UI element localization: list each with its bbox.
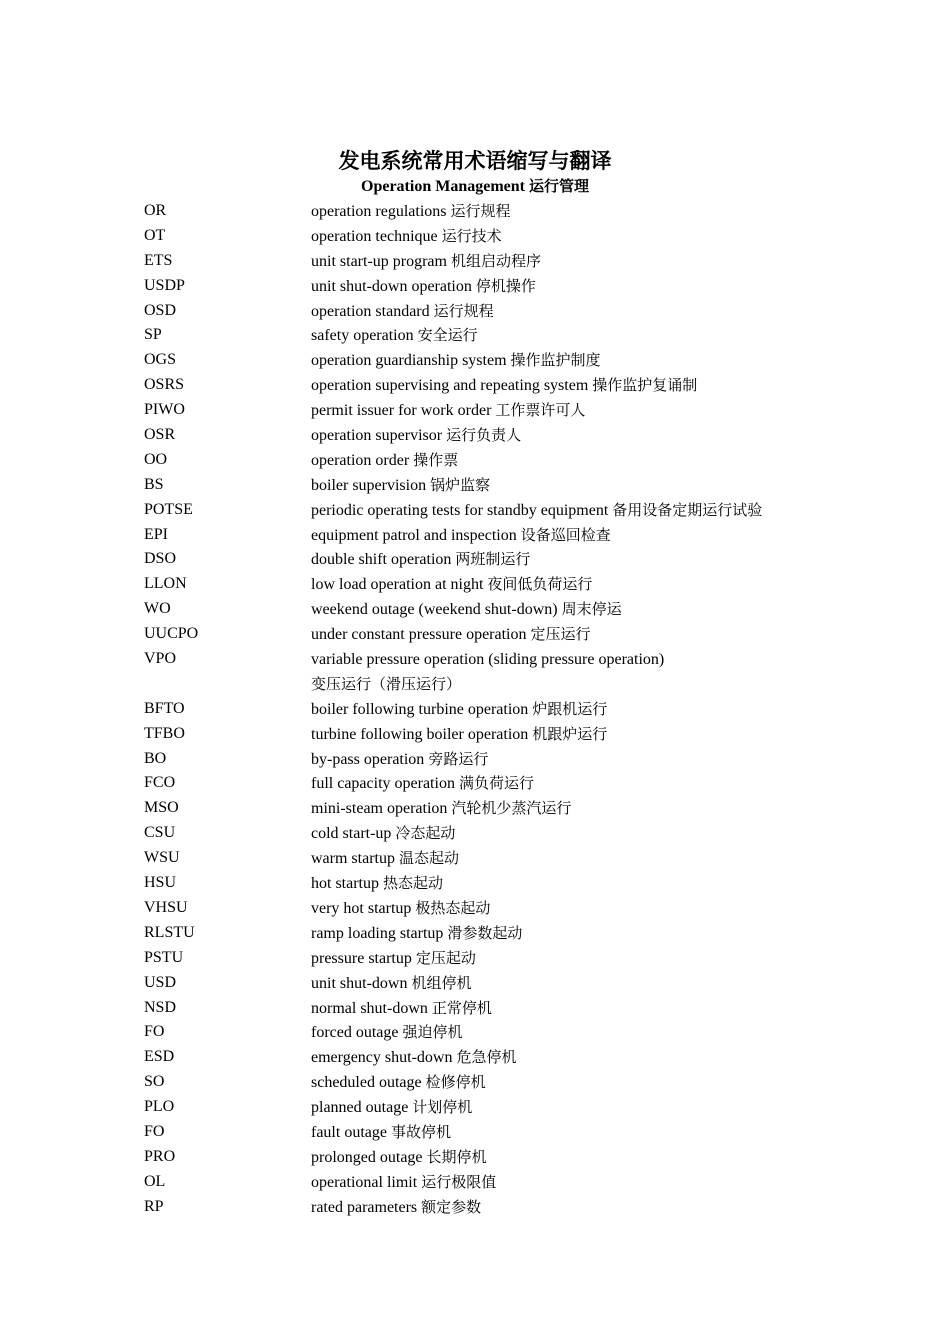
term-abbreviation: PRO <box>144 1147 176 1165</box>
term-english: forced outage <box>311 1024 399 1042</box>
term-english: operation order <box>311 451 410 469</box>
term-chinese: 检修停机 <box>425 1073 486 1092</box>
term-english: planned outage <box>311 1099 409 1117</box>
term-english: very hot startup <box>311 899 412 917</box>
term-english: pressure startup <box>311 949 412 967</box>
term-chinese: 强迫停机 <box>402 1023 463 1042</box>
term-chinese: 运行负责人 <box>446 426 522 445</box>
term-english: permit issuer for work order <box>311 402 492 420</box>
section-heading-en: Operation Management <box>361 178 525 195</box>
term-definition <box>311 697 844 722</box>
term-abbreviation: PLO <box>144 1098 175 1116</box>
term-abbreviation: FCO <box>144 774 176 792</box>
term-definition <box>311 647 844 672</box>
term-row <box>144 473 844 498</box>
term-abbreviation: TFBO <box>144 724 185 742</box>
term-definition <box>311 1070 844 1095</box>
term-chinese: 运行规程 <box>450 202 511 220</box>
term-english: hot startup <box>311 875 379 893</box>
term-english: weekend outage (weekend shut-down) <box>311 601 558 619</box>
term-abbreviation: OO <box>144 450 168 468</box>
document-title: 发电系统常用术语缩写与翻译 <box>338 149 612 173</box>
term-definition <box>311 323 844 348</box>
term-english: under constant pressure operation <box>311 626 527 644</box>
term-chinese: 运行技术 <box>441 226 502 245</box>
term-definition <box>311 398 844 423</box>
term-row <box>144 771 844 796</box>
term-chinese: 旁路运行 <box>428 749 489 768</box>
term-english: ramp loading startup <box>311 924 444 942</box>
term-row <box>144 274 844 299</box>
term-abbreviation: OT <box>144 226 166 244</box>
term-row <box>144 1170 844 1195</box>
term-row <box>144 323 844 348</box>
term-chinese: 机跟炉运行 <box>532 724 608 743</box>
term-abbreviation: HSU <box>144 874 177 892</box>
term-chinese: 操作监护制度 <box>510 351 601 370</box>
term-abbreviation: OSR <box>144 426 176 444</box>
term-definition <box>311 622 844 647</box>
term-chinese: 额定参数 <box>421 1197 482 1216</box>
term-english: warm startup <box>311 850 395 868</box>
term-abbreviation: POTSE <box>144 500 193 518</box>
term-abbreviation: OL <box>144 1172 166 1190</box>
term-definition <box>311 1170 844 1195</box>
term-abbreviation: PIWO <box>144 401 185 419</box>
term-definition <box>311 597 844 622</box>
term-chinese: 变压运行（滑压运行） <box>311 674 462 693</box>
term-english: prolonged outage <box>311 1148 423 1166</box>
term-definition <box>311 423 844 448</box>
term-abbreviation: VPO <box>144 650 177 668</box>
term-definition <box>311 572 844 597</box>
term-english: safety operation <box>311 327 414 345</box>
term-row <box>144 796 844 821</box>
term-chinese: 满负荷运行 <box>458 774 534 793</box>
term-chinese: 运行极限值 <box>421 1172 497 1191</box>
term-row <box>144 996 844 1021</box>
term-definition <box>311 747 844 772</box>
term-row <box>144 672 844 697</box>
term-definition <box>311 1095 844 1120</box>
term-definition <box>311 946 844 971</box>
term-chinese: 机组停机 <box>411 973 472 992</box>
term-row <box>144 423 844 448</box>
term-row <box>144 921 844 946</box>
term-abbreviation: BFTO <box>144 699 185 717</box>
term-english: turbine following boiler operation <box>311 725 529 743</box>
term-abbreviation: OGS <box>144 351 177 369</box>
term-chinese: 炉跟机运行 <box>532 699 608 718</box>
term-abbreviation: USDP <box>144 276 185 294</box>
term-definition <box>311 249 844 274</box>
term-english: operation supervising and repeating system <box>311 377 589 395</box>
term-row <box>144 1020 844 1045</box>
term-english: cold start-up <box>311 825 392 843</box>
term-row <box>144 547 844 572</box>
term-english: unit shut-down operation <box>311 277 472 295</box>
term-row <box>144 398 844 423</box>
term-english: operation regulations <box>311 203 447 220</box>
term-definition <box>311 722 844 747</box>
term-row <box>144 299 844 324</box>
term-chinese: 定压起动 <box>415 948 476 967</box>
term-english: fault outage <box>311 1123 387 1141</box>
term-english: operation guardianship system <box>311 352 507 370</box>
term-english: operational limit <box>311 1173 418 1191</box>
term-row <box>144 224 844 249</box>
term-row <box>144 1195 844 1220</box>
term-definition <box>311 199 844 224</box>
term-row <box>144 572 844 597</box>
term-definition <box>311 821 844 846</box>
term-chinese: 操作票 <box>413 450 459 469</box>
term-chinese: 设备巡回检查 <box>520 525 611 544</box>
term-row <box>144 1145 844 1170</box>
term-definition <box>311 1195 844 1220</box>
section-heading <box>0 175 950 198</box>
term-abbreviation: RLSTU <box>144 923 195 941</box>
term-list <box>144 199 844 1220</box>
term-english: operation technique <box>311 227 438 245</box>
term-row <box>144 199 844 224</box>
term-abbreviation: SP <box>144 326 162 344</box>
term-english: boiler following turbine operation <box>311 700 529 718</box>
section-heading-cn: 运行管理 <box>528 177 589 195</box>
term-english: operation standard <box>311 302 430 320</box>
term-row <box>144 1070 844 1095</box>
term-chinese: 工作票许可人 <box>495 401 586 420</box>
term-chinese: 机组启动程序 <box>450 251 541 270</box>
term-abbreviation: VHSU <box>144 898 188 916</box>
term-abbreviation: BO <box>144 749 167 767</box>
term-chinese: 温态起动 <box>398 849 459 868</box>
term-abbreviation: OSD <box>144 301 177 319</box>
term-abbreviation: LLON <box>144 575 187 593</box>
term-row <box>144 722 844 747</box>
term-definition <box>311 1120 844 1145</box>
term-row <box>144 448 844 473</box>
term-english: normal shut-down <box>311 999 428 1017</box>
term-definition <box>311 473 844 498</box>
term-row <box>144 747 844 772</box>
term-english: boiler supervision <box>311 476 427 494</box>
term-chinese: 冷态起动 <box>395 824 456 843</box>
term-abbreviation: MSO <box>144 799 179 817</box>
term-english: rated parameters <box>311 1198 418 1216</box>
term-abbreviation: UUCPO <box>144 625 199 643</box>
term-abbreviation: DSO <box>144 550 177 568</box>
term-chinese: 操作监护复诵制 <box>592 376 698 395</box>
term-chinese: 备用设备定期运行试验 <box>612 500 763 519</box>
term-abbreviation: OR <box>144 202 167 219</box>
term-abbreviation: ETS <box>144 251 173 269</box>
term-abbreviation <box>144 672 311 697</box>
term-chinese: 停机操作 <box>475 276 536 295</box>
term-english: emergency shut-down <box>311 1049 453 1067</box>
term-english: periodic operating tests for standby equipment <box>311 501 609 519</box>
term-row <box>144 249 844 274</box>
term-chinese: 正常停机 <box>431 998 492 1017</box>
term-english: operation supervisor <box>311 427 443 445</box>
term-row <box>144 523 844 548</box>
term-row <box>144 821 844 846</box>
term-abbreviation: WO <box>144 600 171 618</box>
term-definition <box>311 498 844 523</box>
term-definition <box>311 1020 844 1045</box>
term-abbreviation: USD <box>144 973 177 991</box>
term-english: mini-steam operation <box>311 800 448 818</box>
term-row <box>144 1120 844 1145</box>
term-english: variable pressure operation (sliding pressure operation) <box>311 651 665 669</box>
term-english: unit shut-down <box>311 974 408 992</box>
term-row <box>144 871 844 896</box>
term-chinese: 计划停机 <box>412 1098 473 1117</box>
term-abbreviation: OSRS <box>144 376 185 394</box>
term-abbreviation: FO <box>144 1023 165 1041</box>
term-row <box>144 697 844 722</box>
term-definition <box>311 996 844 1021</box>
term-chinese: 两班制运行 <box>455 550 531 569</box>
term-chinese: 周末停运 <box>561 600 622 619</box>
term-abbreviation: ESD <box>144 1048 175 1066</box>
term-english: equipment patrol and inspection <box>311 526 517 544</box>
term-row <box>144 348 844 373</box>
term-chinese: 热态起动 <box>383 874 444 893</box>
term-definition <box>311 274 844 299</box>
term-english: full capacity operation <box>311 775 455 793</box>
term-chinese: 长期停机 <box>426 1147 487 1166</box>
term-definition <box>311 348 844 373</box>
term-chinese: 极热态起动 <box>415 898 491 917</box>
term-chinese: 安全运行 <box>417 326 478 345</box>
term-definition <box>311 523 844 548</box>
term-row <box>144 946 844 971</box>
term-abbreviation: EPI <box>144 525 168 543</box>
term-abbreviation: PSTU <box>144 948 184 966</box>
term-definition <box>311 971 844 996</box>
term-abbreviation: SO <box>144 1073 165 1091</box>
term-row <box>144 597 844 622</box>
term-english: low load operation at night <box>311 576 484 594</box>
term-definition <box>311 771 844 796</box>
term-row <box>144 1095 844 1120</box>
term-english: scheduled outage <box>311 1074 422 1092</box>
term-definition <box>311 547 844 572</box>
term-chinese: 夜间低负荷运行 <box>487 575 593 594</box>
term-row <box>144 373 844 398</box>
term-definition <box>311 448 844 473</box>
term-row <box>144 1045 844 1070</box>
term-english: unit start-up program <box>311 252 447 270</box>
term-abbreviation: RP <box>144 1197 164 1215</box>
term-row <box>144 622 844 647</box>
term-definition <box>311 672 844 697</box>
term-definition <box>311 224 844 249</box>
term-row <box>144 846 844 871</box>
term-chinese: 滑参数起动 <box>447 923 523 942</box>
term-row <box>144 971 844 996</box>
term-definition <box>311 373 844 398</box>
term-abbreviation: WSU <box>144 849 180 867</box>
term-abbreviation: BS <box>144 475 164 493</box>
term-definition <box>311 896 844 921</box>
term-chinese: 危急停机 <box>456 1048 517 1067</box>
term-abbreviation: NSD <box>144 998 177 1016</box>
term-definition <box>311 1145 844 1170</box>
term-chinese: 事故停机 <box>390 1122 451 1141</box>
term-definition <box>311 871 844 896</box>
term-chinese: 定压运行 <box>530 625 591 644</box>
term-row <box>144 498 844 523</box>
term-definition <box>311 1045 844 1070</box>
term-row <box>144 896 844 921</box>
term-definition <box>311 921 844 946</box>
term-chinese: 运行规程 <box>433 301 494 320</box>
term-definition <box>311 796 844 821</box>
term-abbreviation: FO <box>144 1122 165 1140</box>
term-definition <box>311 846 844 871</box>
term-definition <box>311 299 844 324</box>
term-chinese: 锅炉监察 <box>430 475 491 494</box>
term-abbreviation: CSU <box>144 824 176 842</box>
term-english: double shift operation <box>311 551 452 569</box>
term-row <box>144 647 844 672</box>
term-chinese: 汽轮机少蒸汽运行 <box>451 799 572 818</box>
term-english: by-pass operation <box>311 750 425 768</box>
